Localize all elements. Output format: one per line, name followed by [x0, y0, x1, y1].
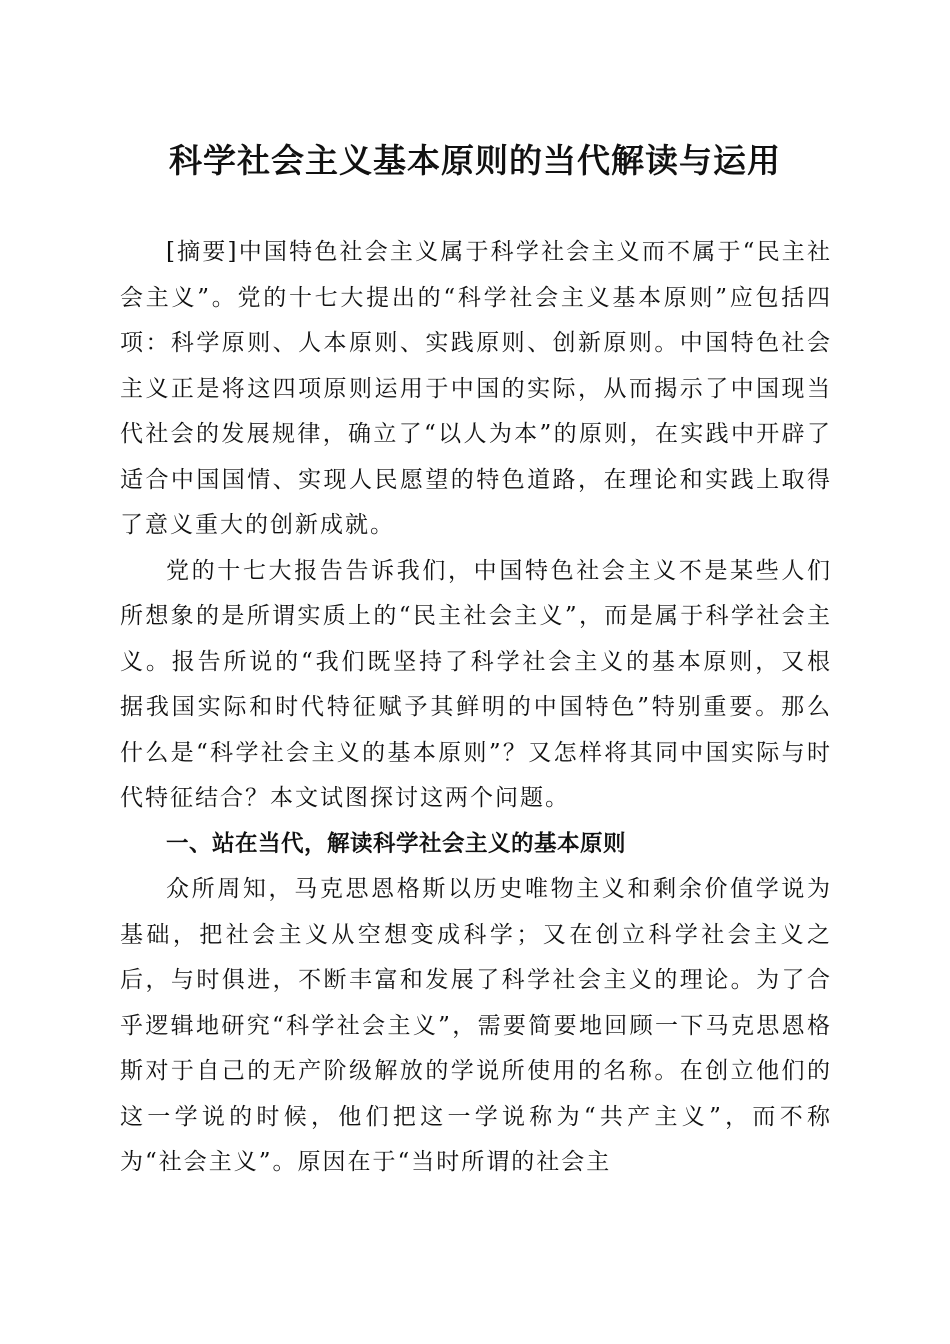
intro-paragraph: 党的十七大报告告诉我们，中国特色社会主义不是某些人们所想象的是所谓实质上的“民主社会主义”，而是属于科学社会主义。报告所说的“我们既坚持了科学社会主义的基本原则，又根据我国实际和时代特征赋予其鲜明的中国特色”特别重要。那么什么是“科学社会主义的基本原则”？又怎样将其同中国实际与时代特征结合？本文试图探讨这两个问题。	[120, 557, 832, 811]
document-title: 科学社会主义基本原则的当代解读与运用	[169, 141, 781, 180]
document-body	[120, 230, 832, 1186]
section-paragraph: 众所周知，马克思恩格斯以历史唯物主义和剩余价值学说为基础，把社会主义从空想变成科学；又在创立科学社会主义之后，与时俱进，不断丰富和发展了科学社会主义的理论。为了合乎逻辑地研究“科学社会主义”，需要简要地回顾一下马克思恩格斯对于自己的无产阶级解放的学说所使用的名称。在创立他们的这一学说的时候，他们把这一学说称为“共产主义”，而不称为“社会主义”。原因在于“当时所谓的社会主	[120, 876, 832, 1175]
abstract-paragraph: [摘要]中国特色社会主义属于科学社会主义而不属于“民主社会主义”。党的十七大提出的“科学社会主义基本原则”应包括四项：科学原则、人本原则、实践原则、创新原则。中国特色社会主义正是将这四项原则运用于中国的实际，从而揭示了中国现当代社会的发展规律，确立了“以人为本”的原则，在实践中开辟了适合中国国情、实现人民愿望的特色道路，在理论和实践上取得了意义重大的创新成就。	[120, 239, 832, 538]
section-heading: 一、站在当代，解读科学社会主义的基本原则	[166, 830, 627, 857]
